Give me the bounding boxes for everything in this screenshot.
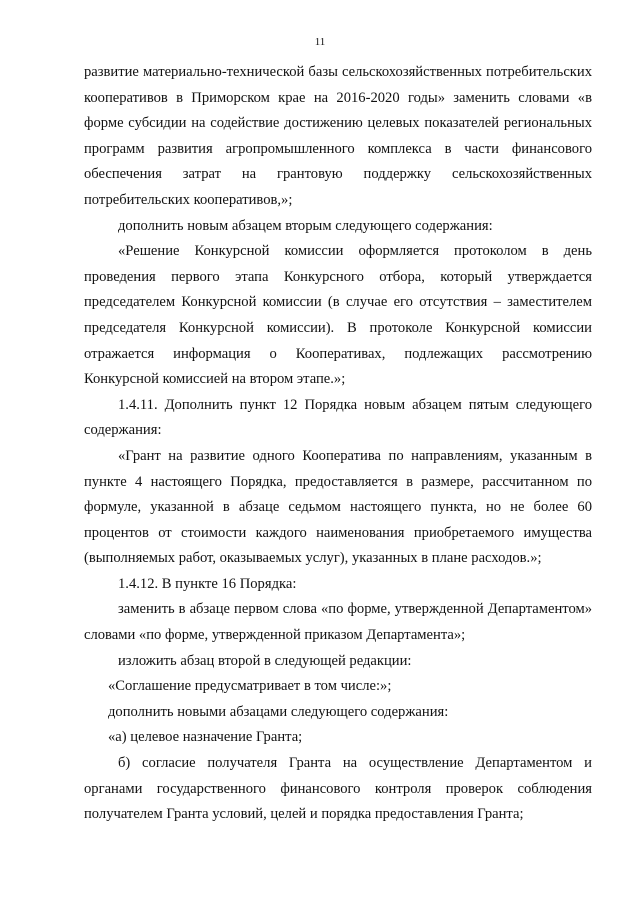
paragraph-item-a: «а) целевое назначение Гранта; [108, 729, 303, 746]
paragraph-add-second-abzac: дополнить новым абзацем вторым следующего содержания: [118, 217, 493, 234]
paragraph-item-1-4-12: 1.4.12. В пункте 16 Порядка: [118, 575, 297, 592]
paragraph-item-1-4-11: 1.4.11. Дополнить пункт 12 Порядка новым абзацем пятым следующего содержания: [84, 396, 592, 439]
paragraph-continuation: развитие материально-технической базы сельскохозяйственных потребительских кооперативов в Приморском крае на 2016-2020 годы» заменить словами «в форме субсидии на содействие достижению целевых показателей региональных программ развития агропромышленного комплекса в части финансового обеспечения затрат на грантовую поддержку сельскохозяйственных потребительских кооперативов,»; [84, 64, 592, 208]
paragraph-quote-agreement: «Соглашение предусматривает в том числе:»; [108, 678, 392, 695]
paragraph-replace-words: заменить в абзаце первом слова «по форме, утвержденной Департаментом» словами «по форме, утвержденной приказом Департамента»; [84, 601, 592, 644]
paragraph-item-b: б) согласие получателя Гранта на осуществление Департаментом и органами государственного финансового контроля проверок соблюдения получателем Гранта условий, целей и порядка предоставления Гранта; [84, 755, 592, 823]
document-body [84, 60, 592, 828]
paragraph-add-new-abzacs: дополнить новыми абзацами следующего содержания: [108, 703, 449, 720]
paragraph-quote-grant-amount: «Грант на развитие одного Кооператива по направлениям, указанным в пункте 4 настоящего Порядка, предоставляется в размере, рассчитанном по формуле, указанной в абзаце седьмом настоящего пункта, но не более 60 процентов от стоимости каждого наименования приобретаемого имущества (выполняемых работ, оказываемых услуг), указанных в плане расходов.»; [84, 447, 592, 567]
paragraph-quote-commission-decision: «Решение Конкурсной комиссии оформляется протоколом в день проведения первого этапа Конкурсного отбора, который утверждается председателем Конкурсной комиссии (в случае его отсутствия – заместителем председателя Конкурсной комиссии). В протоколе Конкурсной комиссии отражается информация о Кооперативах, подлежащих рассмотрению Конкурсной комиссией на втором этапе.»; [84, 243, 592, 388]
page-number: 11 [314, 36, 326, 48]
paragraph-restate-second-abzac: изложить абзац второй в следующей редакции: [118, 652, 412, 669]
